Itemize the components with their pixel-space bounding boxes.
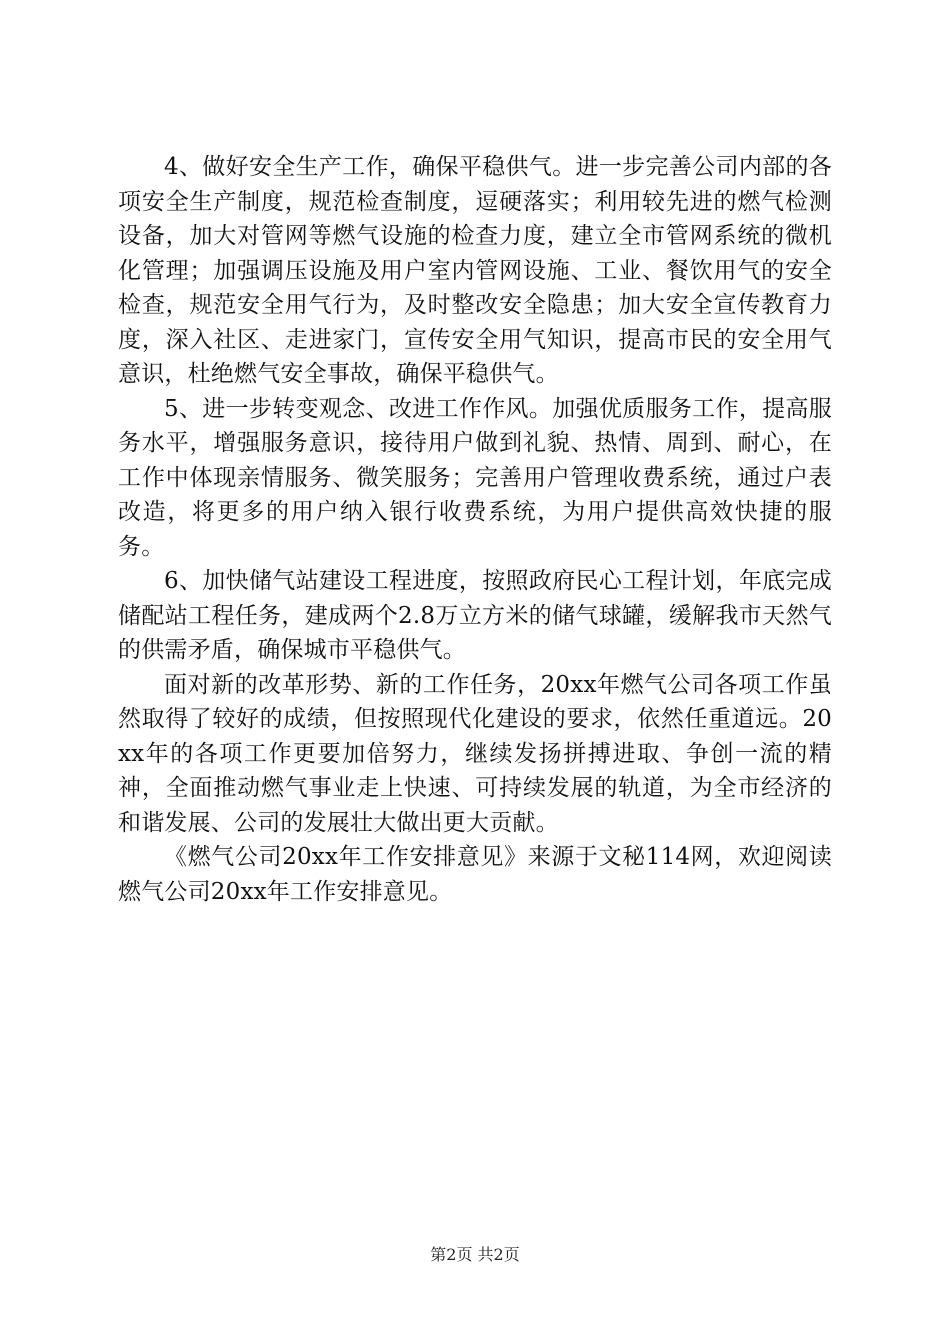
paragraph-gas-storage-station: 6、加快储气站建设工程进度，按照政府民心工程计划，年底完成储配站工程任务，建成两个2.8万立方米的储气球罐，缓解我市天然气的供需矛盾，确保城市平稳供气。 (118, 568, 832, 663)
paragraph-source-note: 《燃气公司20xx年工作安排意见》来源于文秘114网，欢迎阅读燃气公司20xx年工作安排意见。 (118, 844, 832, 905)
paragraph-service-improvement: 5、进一步转变观念、改进工作作风。加强优质服务工作，提高服务水平，增强服务意识，接待用户做到礼貌、热情、周到、耐心，在工作中体现亲情服务、微笑服务；完善用户管理收费系统，通过户表改造，将更多的用户纳入银行收费系统，为用户提供高效快捷的服务。 (118, 395, 832, 560)
page-number-footer: 第2页 共2页 (430, 1245, 520, 1264)
document-body (118, 150, 832, 909)
paragraph-safety-production: 4、做好安全生产工作，确保平稳供气。进一步完善公司内部的各项安全生产制度，规范检查制度，逗硬落实；利用较先进的燃气检测设备，加大对管网等燃气设施的检查力度，建立全市管网系统的微机化管理；加强调压设施及用户室内管网设施、工业、餐饮用气的安全检查，规范安全用气行为，及时整改安全隐患；加大安全宣传教育力度，深入社区、走进家门，宣传安全用气知识，提高市民的安全用气意识，杜绝燃气安全事故，确保平稳供气。 (118, 154, 832, 387)
paragraph-conclusion: 面对新的改革形势、新的工作任务，20xx年燃气公司各项工作虽然取得了较好的成绩，但按照现代化建设的要求，依然任重道远。20xx年的各项工作更要加倍努力，继续发扬拼搏进取、争创一流的精神，全面推动燃气事业走上快速、可持续发展的轨道，为全市经济的和谐发展、公司的发展壮大做出更大贡献。 (118, 671, 832, 836)
